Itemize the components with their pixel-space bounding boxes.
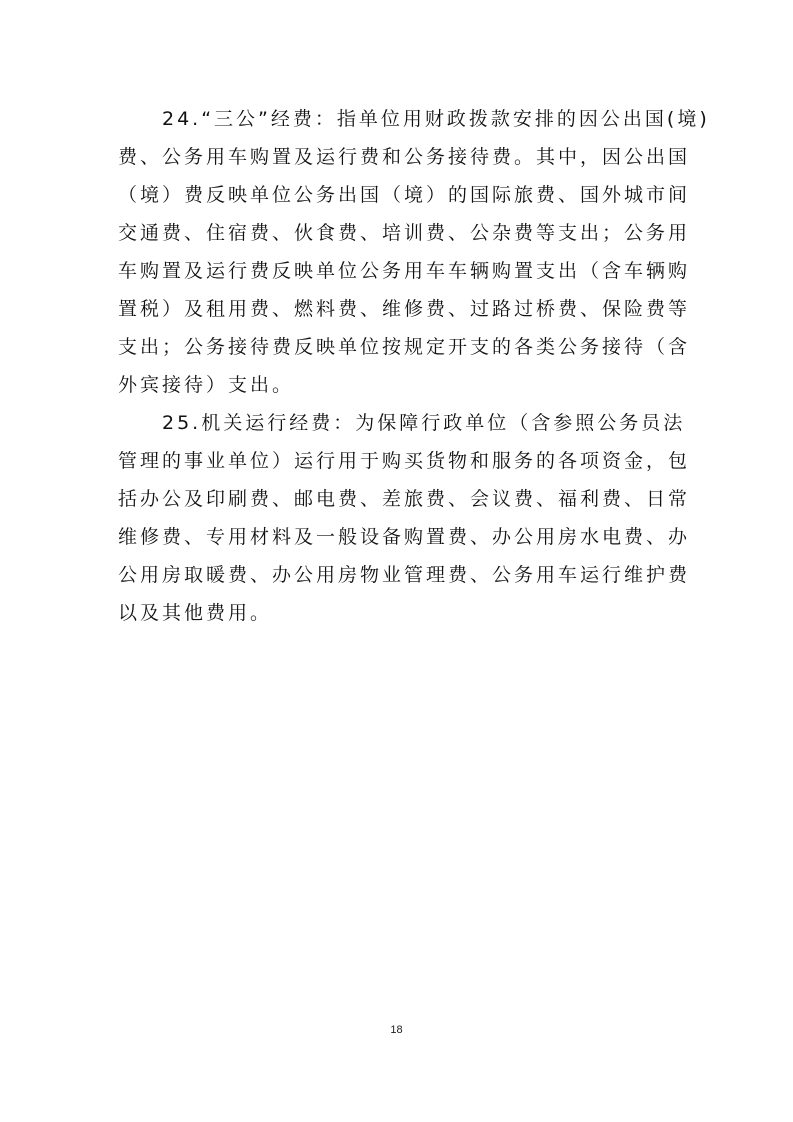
paragraph-25-line-2: 管理的事业单位）运行用于购买货物和服务的各项资金，包: [118, 450, 691, 472]
paragraph-24-line-5: 车购置及运行费反映单位公务用车车辆购置支出（含车辆购: [118, 260, 691, 282]
paragraph-24-line-7: 支出；公务接待费反映单位按规定开支的各类公务接待（含: [118, 336, 691, 358]
paragraph-24-line-1: 24.“三公”经费：指单位用财政拨款安排的因公出国(境): [162, 108, 710, 130]
paragraph-25-line-6: 以及其他费用。: [118, 602, 273, 624]
document-body: [118, 100, 710, 632]
page-number: 18: [390, 1024, 403, 1036]
paragraph-24-line-6: 置税）及租用费、燃料费、维修费、过路过桥费、保险费等: [118, 298, 691, 320]
paragraph-24-line-2: 费、公务用车购置及运行费和公务接待费。其中，因公出国: [118, 146, 691, 168]
paragraph-25-line-5: 公用房取暖费、办公用房物业管理费、公务用车运行维护费: [118, 564, 691, 586]
paragraph-25-line-1: 25.机关运行经费：为保障行政单位（含参照公务员法: [162, 412, 686, 434]
paragraph-25-line-3: 括办公及印刷费、邮电费、差旅费、会议费、福利费、日常: [118, 488, 691, 510]
paragraph-24-line-4: 交通费、住宿费、伙食费、培训费、公杂费等支出；公务用: [118, 222, 691, 244]
paragraph-25-line-4: 维修费、专用材料及一般设备购置费、办公用房水电费、办: [118, 526, 691, 548]
paragraph-24-line-8: 外宾接待）支出。: [118, 374, 295, 396]
paragraph-24-line-3: （境）费反映单位公务出国（境）的国际旅费、国外城市间: [118, 184, 691, 206]
